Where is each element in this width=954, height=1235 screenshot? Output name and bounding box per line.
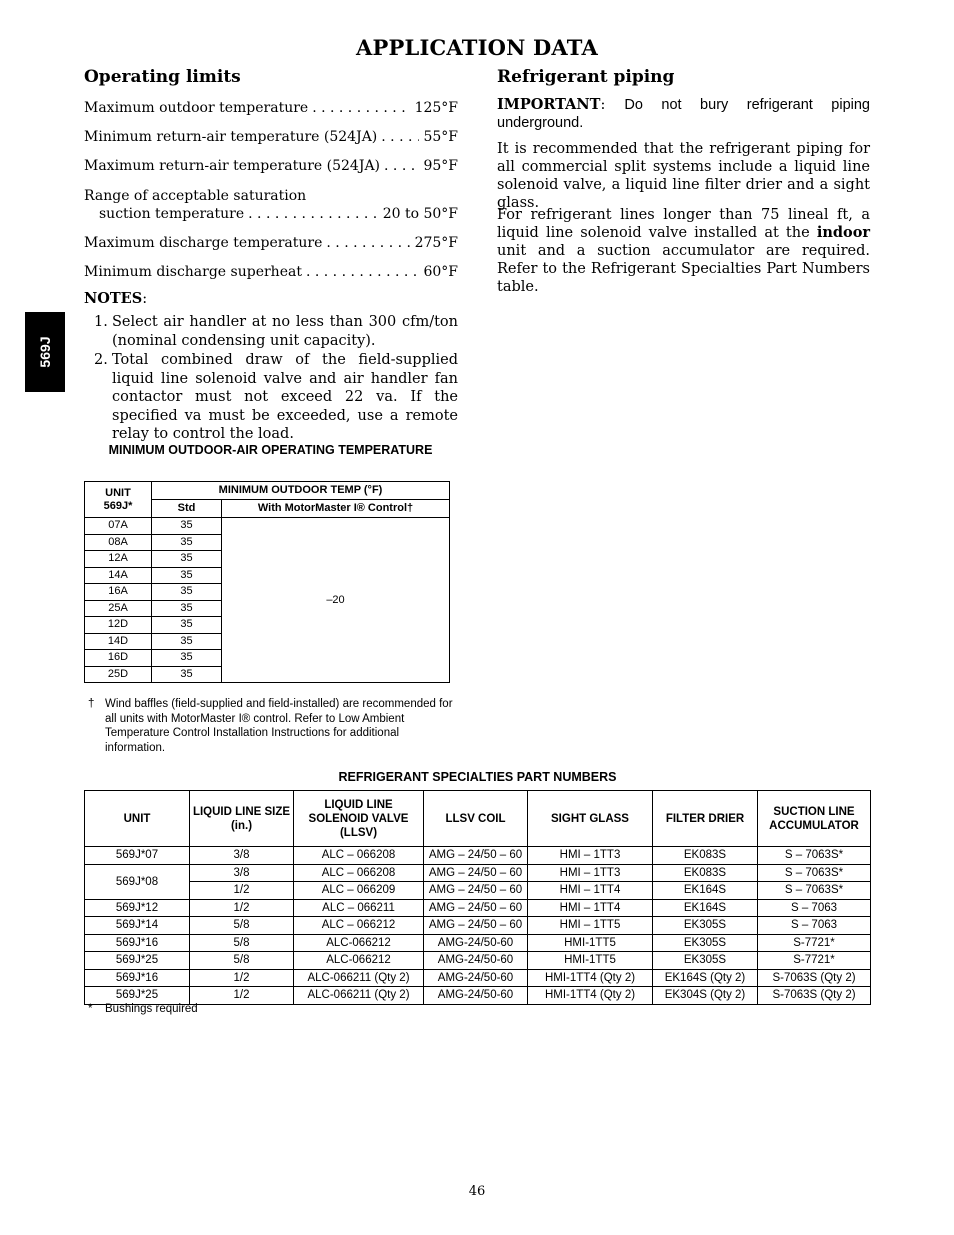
coil-cell: AMG – 24/50 – 60 bbox=[424, 882, 528, 900]
accumulator-cell: S-7721* bbox=[758, 952, 871, 970]
limit-row bbox=[84, 129, 458, 145]
parts-table-title: REFRIGERANT SPECIALTIES PART NUMBERS bbox=[338, 770, 617, 784]
std-cell: 35 bbox=[152, 518, 222, 535]
size-cell: 5/8 bbox=[190, 952, 294, 970]
sight-glass-cell: HMI-1TT4 (Qty 2) bbox=[528, 987, 653, 1005]
table-row bbox=[85, 969, 871, 987]
limit-value: 125°F bbox=[414, 100, 458, 116]
liquid-line-size-header: LIQUID LINE SIZE (in.) bbox=[190, 791, 294, 847]
size-cell: 1/2 bbox=[190, 969, 294, 987]
table-row bbox=[85, 899, 871, 917]
llsv-cell: ALC – 066212 bbox=[294, 917, 424, 935]
coil-cell: AMG-24/50-60 bbox=[424, 952, 528, 970]
sight-glass-cell: HMI – 1TT4 bbox=[528, 882, 653, 900]
limit-row bbox=[84, 235, 458, 251]
limit-value: 95°F bbox=[423, 158, 458, 174]
accumulator-header: SUCTION LINE ACCUMULATOR bbox=[758, 791, 871, 847]
llsv-cell: ALC – 066208 bbox=[294, 864, 424, 882]
size-cell: 5/8 bbox=[190, 934, 294, 952]
unit-cell: 12D bbox=[85, 617, 152, 634]
unit-cell: 569J*25 bbox=[85, 952, 190, 970]
llsv-cell: ALC-066211 (Qty 2) bbox=[294, 969, 424, 987]
note-number: 1. bbox=[94, 314, 108, 330]
operating-limits-heading: Operating limits bbox=[84, 67, 241, 87]
coil-cell: AMG-24/50-60 bbox=[424, 934, 528, 952]
parts-table bbox=[84, 790, 871, 1005]
table-row bbox=[85, 952, 871, 970]
unit-cell: 569J*12 bbox=[85, 899, 190, 917]
sight-glass-header: SIGHT GLASS bbox=[528, 791, 653, 847]
sight-glass-cell: HMI – 1TT4 bbox=[528, 899, 653, 917]
table-row bbox=[85, 518, 450, 535]
std-header: Std bbox=[152, 500, 222, 518]
std-cell: 35 bbox=[152, 617, 222, 634]
coil-cell: AMG-24/50-60 bbox=[424, 969, 528, 987]
piping-paragraph-2: For refrigerant lines longer than 75 lineal ft, a liquid line solenoid valve installed at the indoor unit and a suction accumulator are required. Refer to the Refrigerant Specialties Part Numbers table. bbox=[497, 207, 870, 295]
filter-drier-cell: EK083S bbox=[653, 847, 758, 865]
filter-drier-cell: EK164S bbox=[653, 882, 758, 900]
outdoor-temp-table-title: MINIMUM OUTDOOR-AIR OPERATING TEMPERATURE bbox=[108, 443, 433, 457]
filter-drier-cell: EK304S (Qty 2) bbox=[653, 987, 758, 1005]
page-number: 46 bbox=[468, 1184, 486, 1199]
size-cell: 3/8 bbox=[190, 847, 294, 865]
table-row bbox=[85, 882, 871, 900]
limit-label: Maximum discharge temperature bbox=[84, 235, 323, 251]
sight-glass-cell: HMI – 1TT3 bbox=[528, 847, 653, 865]
asterisk-footnote: Bushings required bbox=[105, 1003, 198, 1015]
important-paragraph: IMPORTANT: Do not bury refrigerant piping underground. bbox=[497, 96, 870, 131]
coil-cell: AMG-24/50-60 bbox=[424, 987, 528, 1005]
std-cell: 35 bbox=[152, 650, 222, 667]
llsv-cell: ALC-066212 bbox=[294, 934, 424, 952]
important-text: Do not bury refrigerant piping underground. bbox=[497, 97, 870, 131]
note-item bbox=[94, 351, 458, 444]
std-cell: 35 bbox=[152, 584, 222, 601]
dagger-footnote: Wind baffles (field-supplied and field-installed) are recommended for all units with MotorMaster I® control. Refer to Low Ambient Temperature Control Installation Instructions for additional information. bbox=[105, 698, 453, 754]
limit-label: Minimum discharge superheat bbox=[84, 264, 302, 280]
filter-drier-cell: EK305S bbox=[653, 917, 758, 935]
sight-glass-cell: HMI-1TT5 bbox=[528, 952, 653, 970]
min-temp-header: MINIMUM OUTDOOR TEMP (°F) bbox=[152, 482, 450, 500]
note-number: 2. bbox=[94, 352, 108, 368]
unit-cell: 569J*25 bbox=[85, 987, 190, 1005]
limit-label: Maximum outdoor temperature bbox=[84, 100, 309, 116]
sight-glass-cell: HMI-1TT4 (Qty 2) bbox=[528, 969, 653, 987]
accumulator-cell: S – 7063 bbox=[758, 899, 871, 917]
table-row bbox=[85, 864, 871, 882]
table-row bbox=[85, 847, 871, 865]
unit-cell: 16A bbox=[85, 584, 152, 601]
motormaster-value: –20 bbox=[222, 518, 450, 683]
table-row bbox=[85, 934, 871, 952]
limit-row bbox=[84, 100, 458, 116]
unit-cell: 08A bbox=[85, 534, 152, 551]
unit-cell: 569J*07 bbox=[85, 847, 190, 865]
llsv-cell: ALC – 066208 bbox=[294, 847, 424, 865]
important-label: IMPORTANT bbox=[497, 96, 601, 113]
filter-drier-cell: EK164S bbox=[653, 899, 758, 917]
side-tab-label: 569J bbox=[37, 336, 53, 368]
accumulator-cell: S – 7063S* bbox=[758, 847, 871, 865]
std-cell: 35 bbox=[152, 666, 222, 683]
size-cell: 1/2 bbox=[190, 899, 294, 917]
unit-cell: 569J*16 bbox=[85, 934, 190, 952]
limit-row bbox=[84, 264, 458, 280]
std-cell: 35 bbox=[152, 600, 222, 617]
sight-glass-cell: HMI-1TT5 bbox=[528, 934, 653, 952]
limit-label-line1: Range of acceptable saturation bbox=[84, 188, 307, 204]
accumulator-cell: S-7063S (Qty 2) bbox=[758, 969, 871, 987]
llsv-header: LIQUID LINE SOLENOID VALVE (LLSV) bbox=[294, 791, 424, 847]
size-cell: 5/8 bbox=[190, 917, 294, 935]
accumulator-cell: S – 7063S* bbox=[758, 882, 871, 900]
coil-cell: AMG – 24/50 – 60 bbox=[424, 864, 528, 882]
table-row bbox=[85, 917, 871, 935]
coil-cell: AMG – 24/50 – 60 bbox=[424, 917, 528, 935]
note-item bbox=[94, 313, 458, 350]
std-cell: 35 bbox=[152, 633, 222, 650]
unit-cell: 25A bbox=[85, 600, 152, 617]
size-cell: 1/2 bbox=[190, 882, 294, 900]
limit-label: suction temperature bbox=[99, 206, 245, 222]
llsv-cell: ALC-066211 (Qty 2) bbox=[294, 987, 424, 1005]
unit-cell: 16D bbox=[85, 650, 152, 667]
accumulator-cell: S – 7063 bbox=[758, 917, 871, 935]
unit-column-header: UNIT bbox=[85, 791, 190, 847]
piping-paragraph-1: It is recommended that the refrigerant piping for all commercial split systems include a liquid line solenoid valve, a liquid line filter drier and a sight glass. bbox=[497, 141, 870, 211]
limit-label: Maximum return-air temperature (524JA) bbox=[84, 158, 381, 174]
refrigerant-piping-heading: Refrigerant piping bbox=[497, 67, 675, 87]
notes-heading: NOTES: bbox=[84, 290, 148, 307]
note-text: Total combined draw of the field-supplied liquid line solenoid valve and air handler fan contactor must not exceed 22 va. If the specified va must be exceeded, use a remote relay to control the load. bbox=[112, 352, 458, 442]
motormaster-header: With MotorMaster I® Control† bbox=[222, 500, 450, 518]
unit-cell: 25D bbox=[85, 666, 152, 683]
llsv-cell: ALC – 066209 bbox=[294, 882, 424, 900]
unit-cell: 14D bbox=[85, 633, 152, 650]
page-title: APPLICATION DATA bbox=[356, 35, 598, 60]
filter-drier-cell: EK083S bbox=[653, 864, 758, 882]
filter-drier-header: FILTER DRIER bbox=[653, 791, 758, 847]
unit-cell: 14A bbox=[85, 567, 152, 584]
sight-glass-cell: HMI – 1TT5 bbox=[528, 917, 653, 935]
std-cell: 35 bbox=[152, 534, 222, 551]
outdoor-temp-table bbox=[84, 481, 450, 683]
limit-row bbox=[84, 158, 458, 174]
limit-value: 60°F bbox=[423, 264, 458, 280]
note-text: Select air handler at no less than 300 cfm/ton (nominal condensing unit capacity). bbox=[112, 314, 458, 349]
coil-cell: AMG – 24/50 – 60 bbox=[424, 847, 528, 865]
size-cell: 1/2 bbox=[190, 987, 294, 1005]
sight-glass-cell: HMI – 1TT3 bbox=[528, 864, 653, 882]
size-cell: 3/8 bbox=[190, 864, 294, 882]
accumulator-cell: S – 7063S* bbox=[758, 864, 871, 882]
dagger-footnote-mark: † bbox=[88, 698, 95, 710]
unit-cell: 12A bbox=[85, 551, 152, 568]
filter-drier-cell: EK305S bbox=[653, 934, 758, 952]
filter-drier-cell: EK164S (Qty 2) bbox=[653, 969, 758, 987]
side-tab bbox=[25, 312, 65, 392]
llsv-coil-header: LLSV COIL bbox=[424, 791, 528, 847]
coil-cell: AMG – 24/50 – 60 bbox=[424, 899, 528, 917]
std-cell: 35 bbox=[152, 567, 222, 584]
std-cell: 35 bbox=[152, 551, 222, 568]
llsv-cell: ALC – 066211 bbox=[294, 899, 424, 917]
unit-cell: 569J*16 bbox=[85, 969, 190, 987]
unit-cell: 569J*14 bbox=[85, 917, 190, 935]
unit-cell: 07A bbox=[85, 518, 152, 535]
limit-value: 275°F bbox=[414, 235, 458, 251]
filter-drier-cell: EK305S bbox=[653, 952, 758, 970]
unit-column-header: UNIT 569J* bbox=[85, 482, 152, 518]
limit-value: 20 to 50°F bbox=[382, 206, 458, 222]
asterisk-footnote-mark: * bbox=[88, 1003, 93, 1015]
limit-label: Minimum return-air temperature (524JA) bbox=[84, 129, 378, 145]
table-row bbox=[85, 987, 871, 1005]
limit-value: 55°F bbox=[423, 129, 458, 145]
accumulator-cell: S-7721* bbox=[758, 934, 871, 952]
accumulator-cell: S-7063S (Qty 2) bbox=[758, 987, 871, 1005]
limit-row bbox=[99, 206, 458, 222]
unit-cell: 569J*08 bbox=[85, 864, 190, 899]
llsv-cell: ALC-066212 bbox=[294, 952, 424, 970]
